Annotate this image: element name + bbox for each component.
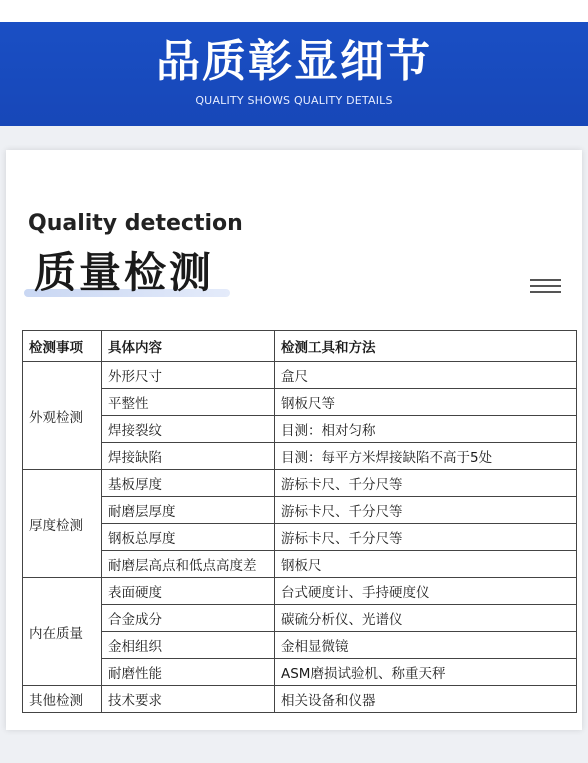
column-header: 检测工具和方法: [275, 331, 577, 362]
method-cell: 金相显微镜: [275, 632, 577, 659]
table-row: [23, 551, 577, 578]
method-cell: 钢板尺: [275, 551, 577, 578]
category-cell: 其他检测: [23, 686, 102, 713]
item-cell: 耐磨性能: [102, 659, 275, 686]
table-row: [23, 524, 577, 551]
item-cell: 技术要求: [102, 686, 275, 713]
column-header: 检测事项: [23, 331, 102, 362]
item-cell: 金相组织: [102, 632, 275, 659]
table-row: [23, 632, 577, 659]
table-header-row: [23, 331, 577, 362]
column-header: 具体内容: [102, 331, 275, 362]
method-cell: 游标卡尺、千分尺等: [275, 524, 577, 551]
section-title-cn: 质量检测: [34, 248, 215, 297]
method-cell: 钢板尺等: [275, 389, 577, 416]
banner: [0, 22, 588, 126]
table-row: [23, 686, 577, 713]
category-cell: 外观检测: [23, 362, 102, 470]
menu-icon[interactable]: [530, 279, 561, 293]
item-cell: 耐磨层高点和低点高度差: [102, 551, 275, 578]
item-cell: 焊接裂纹: [102, 416, 275, 443]
item-cell: 表面硬度: [102, 578, 275, 605]
method-cell: 台式硬度计、手持硬度仪: [275, 578, 577, 605]
table-row: [23, 389, 577, 416]
method-cell: 盒尺: [275, 362, 577, 389]
table-row: [23, 470, 577, 497]
item-cell: 基板厚度: [102, 470, 275, 497]
inspection-table: [22, 330, 577, 713]
method-cell: 游标卡尺、千分尺等: [275, 497, 577, 524]
method-cell: 碳硫分析仪、光谱仪: [275, 605, 577, 632]
category-cell: 内在质量: [23, 578, 102, 686]
item-cell: 平整性: [102, 389, 275, 416]
table-row: [23, 659, 577, 686]
item-cell: 耐磨层厚度: [102, 497, 275, 524]
item-cell: 焊接缺陷: [102, 443, 275, 470]
table-row: [23, 605, 577, 632]
table-row: [23, 362, 577, 389]
method-cell: ASM磨损试验机、称重天秤: [275, 659, 577, 686]
item-cell: 外形尺寸: [102, 362, 275, 389]
method-cell: 游标卡尺、千分尺等: [275, 470, 577, 497]
item-cell: 合金成分: [102, 605, 275, 632]
table-row: [23, 578, 577, 605]
item-cell: 钢板总厚度: [102, 524, 275, 551]
banner-title: 品质彰显细节: [156, 36, 432, 87]
method-cell: 目测：相对匀称: [275, 416, 577, 443]
section-title-en: Quality detection: [28, 211, 243, 236]
category-cell: 厚度检测: [23, 470, 102, 578]
method-cell: 相关设备和仪器: [275, 686, 577, 713]
banner-subtitle: QUALITY SHOWS QUALITY DETAILS: [195, 94, 393, 107]
table-row: [23, 416, 577, 443]
method-cell: 目测：每平方米焊接缺陷不高于5处: [275, 443, 577, 470]
top-strip: [0, 0, 588, 22]
table-row: [23, 443, 577, 470]
table-row: [23, 497, 577, 524]
